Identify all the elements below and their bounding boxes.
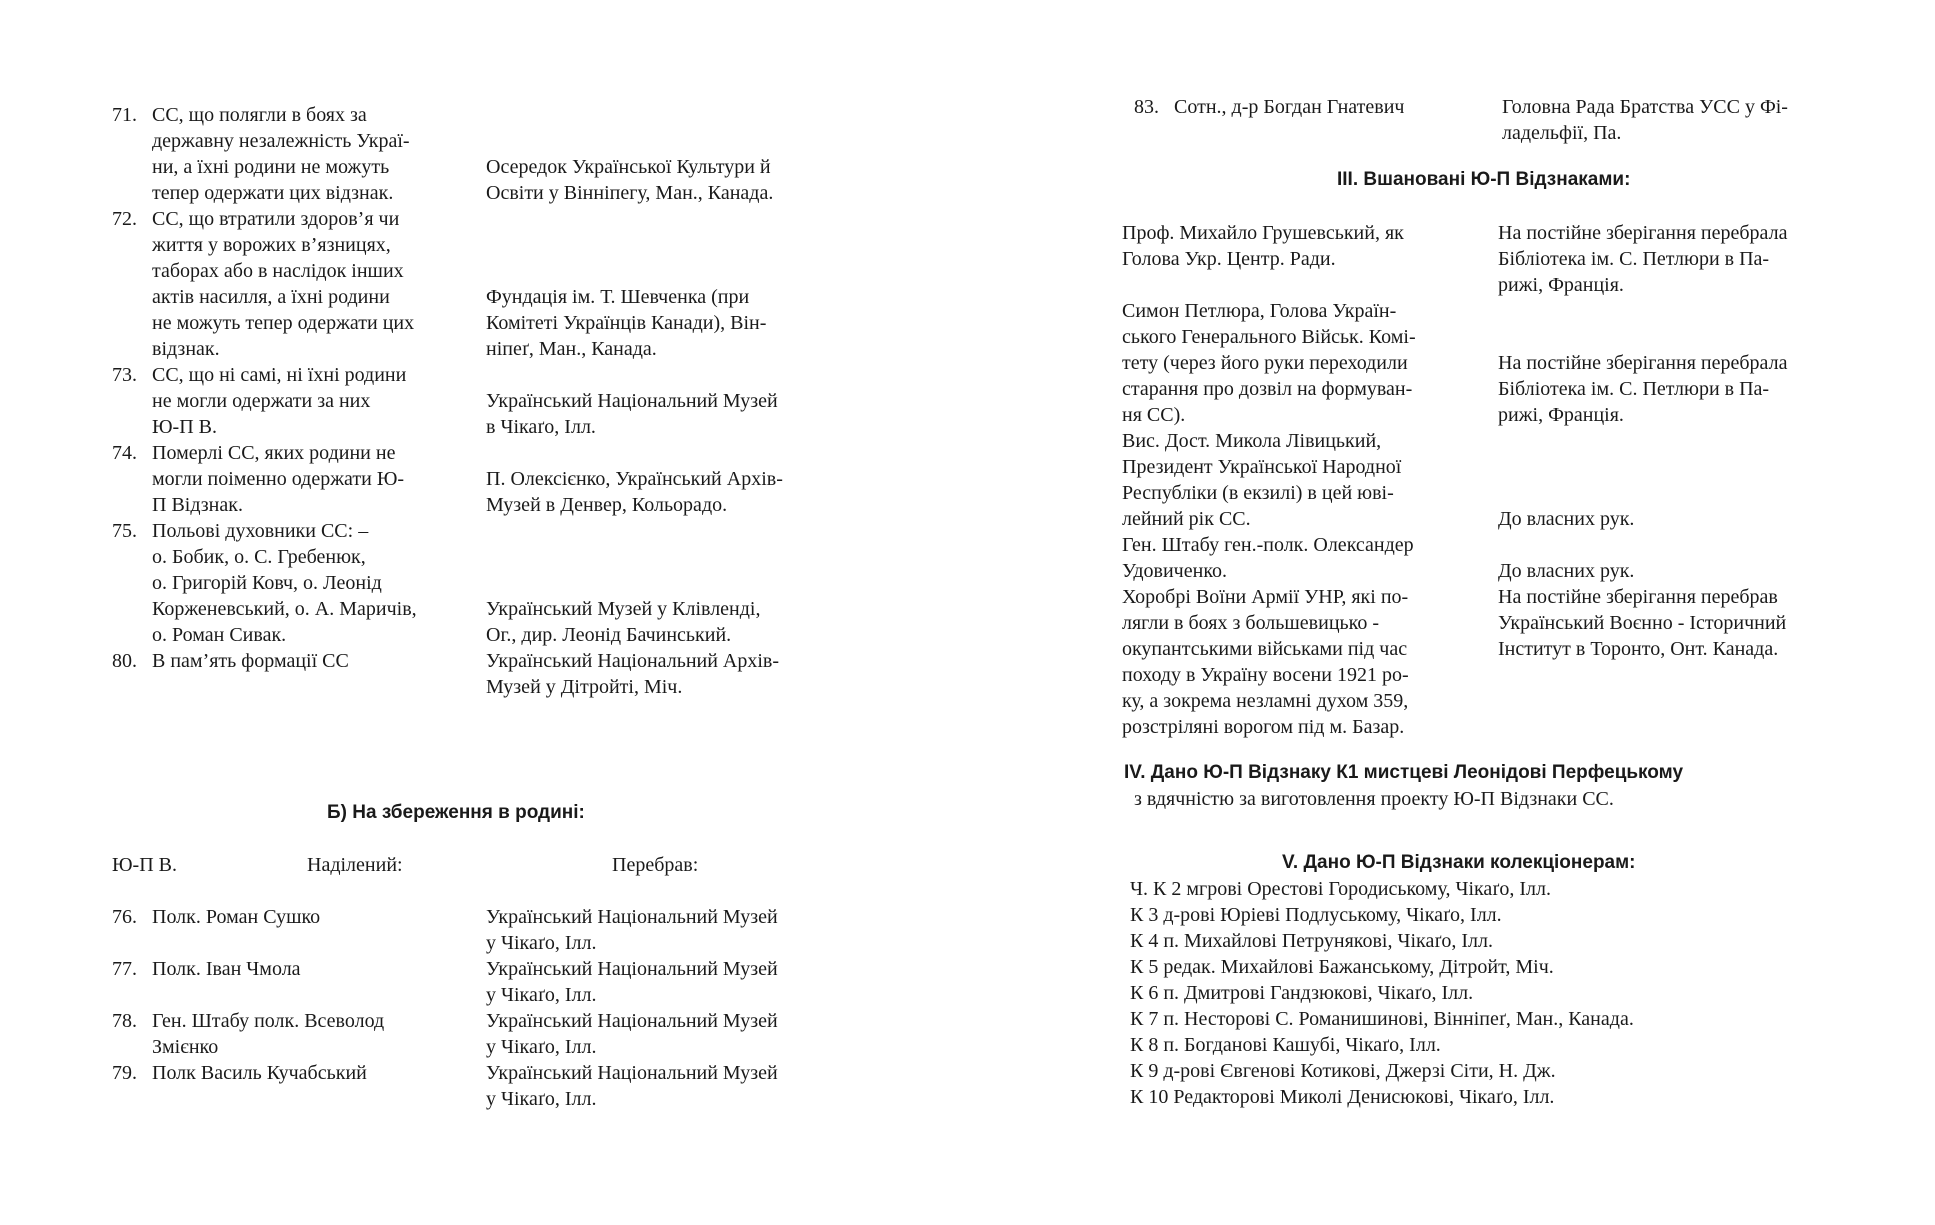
entry-description: СС, що полягли в боях за <box>152 104 367 126</box>
entry-recipient: Український Національний Музей <box>486 1062 778 1084</box>
entry-row <box>1122 532 1868 584</box>
entry-recipient: у Чікаґо, Ілл. <box>486 984 597 1006</box>
entry-description: таборах або в наслідок інших <box>152 260 404 282</box>
entry-recipient: Бібліотека ім. С. Петлюри в Па- <box>1498 248 1770 270</box>
entry-recipient: П. Олексієнко, Український Архів- <box>486 468 783 490</box>
entry-description: Вис. Дост. Микола Лівицький, <box>1122 430 1382 452</box>
entry-description: СС, що ні самі, ні їхні родини <box>152 364 407 386</box>
collector-item: К 3 д-рові Юріеві Подлуському, Чікаґо, Ілл. <box>1130 904 1502 926</box>
entry-description: Полк. Роман Сушко <box>152 906 321 928</box>
entry-description: лейний рік СС. <box>1122 508 1251 530</box>
entry-description: ня СС). <box>1122 404 1186 426</box>
entry-description: Ген. Штабу ген.-полк. Олександер <box>1122 534 1414 556</box>
entry-description: ського Генерального Військ. Комі- <box>1122 326 1416 348</box>
entry-description: Ю-П В. <box>152 416 217 438</box>
entry-number: 75. <box>112 520 137 542</box>
entry-recipient: Головна Рада Братства УСС у Фі- <box>1502 96 1788 118</box>
entry-description: Симон Петлюра, Голова Україн- <box>1122 300 1397 322</box>
collector-item: К 10 Редакторові Миколі Денисюкові, Чікаґо, Ілл. <box>1130 1086 1555 1108</box>
entry-recipient <box>1498 454 1868 480</box>
collector-item: К 4 п. Михайлові Петрунякові, Чікаґо, Ілл. <box>1130 930 1493 952</box>
entry-recipient: До власних рук. <box>1498 508 1635 530</box>
entry-number: 83. <box>1134 96 1159 118</box>
entry-recipient: Освіти у Вінніпегу, Ман., Канада. <box>486 182 774 204</box>
collector-item: К 5 редак. Михайлові Бажанському, Дітройт, Міч. <box>1130 956 1554 978</box>
entry-recipient: До власних рук. <box>1498 560 1635 582</box>
entry-description: Померлі СС, яких родини не <box>152 442 396 464</box>
entry-recipient: ладельфії, Па. <box>1502 122 1622 144</box>
collector-item: К 8 п. Богданові Кашубі, Чікаґо, Ілл. <box>1130 1034 1441 1056</box>
entry-row <box>112 648 858 700</box>
entry-description: лягли в боях з большевицько - <box>1122 612 1380 634</box>
entry-number: 76. <box>112 906 137 928</box>
entry-row <box>112 904 858 956</box>
entry-description: тепер одержати цих відзнак. <box>152 182 394 204</box>
entry-recipient <box>1498 324 1868 350</box>
col-header-recipient: Перебрав: <box>612 854 699 876</box>
entry-recipient: Фундація ім. Т. Шевченка (при <box>486 286 750 308</box>
entry-recipient: у Чікаґо, Ілл. <box>486 1036 597 1058</box>
entry-recipient: Український Національний Музей <box>486 1010 778 1032</box>
collector-item: Ч. К 2 мгрові Орестові Городиському, Чікаґо, Ілл. <box>1130 878 1551 900</box>
entry-number: 78. <box>112 1010 137 1032</box>
entry-row <box>1122 220 1868 298</box>
entry-recipient <box>1498 298 1868 324</box>
entry-description: не можуть тепер одержати цих <box>152 312 415 334</box>
entry-recipient: ніпеґ, Ман., Канада. <box>486 338 657 360</box>
entry-description: Президент Української Народної <box>1122 456 1402 478</box>
entry-row <box>112 1008 858 1060</box>
entry-recipient: Український Воєнно - Історичний <box>1498 612 1787 634</box>
section-b-title: Б) На збереження в родині: <box>327 802 585 823</box>
entry-row <box>112 206 858 362</box>
entry-row <box>112 956 858 1008</box>
collector-item: К 6 п. Дмитрові Гандзюкові, Чікаґо, Ілл. <box>1130 982 1474 1004</box>
entry-description: державну незалежність Украї- <box>152 130 410 152</box>
entry-description: Голова Укр. Центр. Ради. <box>1122 248 1336 270</box>
entry-description: старання про дозвіл на формуван- <box>1122 378 1413 400</box>
entry-recipient: Музей у Дітройті, Міч. <box>486 676 683 698</box>
entry-recipient: Український Національний Музей <box>486 958 778 980</box>
entry-description: могли поіменно одержати Ю- <box>152 468 405 490</box>
entry-description: Республіки (в екзилі) в цей юві- <box>1122 482 1394 504</box>
entry-recipient: у Чікаґо, Ілл. <box>486 932 597 954</box>
entry-description: П Відзнак. <box>152 494 243 516</box>
entry-number: 77. <box>112 958 137 980</box>
entry-description: Полк. Іван Чмола <box>152 958 301 980</box>
entry-description: не могли одержати за них <box>152 390 371 412</box>
entry-recipient <box>486 206 858 232</box>
entry-row <box>112 362 858 440</box>
entry-recipient <box>486 232 858 258</box>
entry-recipient <box>1498 428 1868 454</box>
entry-description: Удовиченко. <box>1122 560 1228 582</box>
entry-recipient <box>486 128 858 154</box>
collectors-list <box>1130 876 1634 1110</box>
entry-recipient: у Чікаґо, Ілл. <box>486 1088 597 1110</box>
entry-row <box>1122 298 1868 428</box>
entry-recipient: рижі, Франція. <box>1498 404 1624 426</box>
entry-recipient: На постійне зберігання перебрала <box>1498 222 1788 244</box>
right-page <box>1122 0 1882 1225</box>
entry-row <box>1122 428 1868 532</box>
entry-description: походу в Україну восени 1921 ро- <box>1122 664 1409 686</box>
entry-description: Сотн., д-р Богдан Гнатевич <box>1174 96 1405 118</box>
entry-recipient: в Чікаґо, Ілл. <box>486 416 596 438</box>
entry-number: 72. <box>112 208 137 230</box>
entry-recipient <box>486 544 858 570</box>
entry-recipient: Ог., дир. Леонід Бачинський. <box>486 624 732 646</box>
entry-description: Хоробрі Воїни Армії УНР, які по- <box>1122 586 1409 608</box>
entry-row <box>112 518 858 648</box>
col-header-awardee: Наділений: <box>307 854 403 876</box>
entry-description: Ген. Штабу полк. Всеволод <box>152 1010 385 1032</box>
entry-description: о. Григорій Ковч, о. Леонід <box>152 572 382 594</box>
collector-item: К 7 п. Несторові С. Романишинові, Вінніпеґ, Ман., Канада. <box>1130 1008 1634 1030</box>
entry-description: тету (через його руки переходили <box>1122 352 1408 374</box>
entry-recipient <box>486 258 858 284</box>
entry-recipient <box>486 440 858 466</box>
entry-recipient <box>1498 532 1868 558</box>
entry-row <box>112 1060 858 1112</box>
entry-recipient: рижі, Франція. <box>1498 274 1624 296</box>
entry-description: актів насилля, а їхні родини <box>152 286 390 308</box>
entry-recipient: Музей в Денвер, Кольорадо. <box>486 494 728 516</box>
entry-recipient: Осередок Української Культури й <box>486 156 771 178</box>
entry-number: 79. <box>112 1062 137 1084</box>
entry-number: 74. <box>112 442 137 464</box>
entry-description: окупантськими військами під час <box>1122 638 1408 660</box>
entry-recipient <box>1498 480 1868 506</box>
entry-recipient: Український Національний Архів- <box>486 650 780 672</box>
entry-number: 71. <box>112 104 137 126</box>
entry-description: відзнак. <box>152 338 220 360</box>
entry-description: Полк Василь Кучабський <box>152 1062 367 1084</box>
entry-row <box>1134 94 1872 146</box>
entry-row <box>112 102 858 206</box>
section-5-title: V. Дано Ю-П Відзнаки колекціонерам: <box>1282 852 1636 873</box>
entry-description: ни, а їхні родини не можуть <box>152 156 390 178</box>
section-3-title: III. Вшановані Ю-П Відзнаками: <box>1337 169 1631 190</box>
section-4-subtitle: з вдячністю за виготовлення проекту Ю-П Відзнаки СС. <box>1134 788 1614 810</box>
entry-recipient: Український Музей у Клівленді, <box>486 598 761 620</box>
entry-description: Змієнко <box>152 1036 219 1058</box>
entry-recipient <box>486 518 858 544</box>
entry-recipient: На постійне зберігання перебрав <box>1498 586 1778 608</box>
entry-recipient: Бібліотека ім. С. Петлюри в Па- <box>1498 378 1770 400</box>
entry-description: о. Бобик, о. С. Гребенюк, <box>152 546 366 568</box>
entry-description: СС, що втратили здоров’я чи <box>152 208 400 230</box>
left-page <box>112 0 872 1225</box>
entry-number: 73. <box>112 364 137 386</box>
entry-description: життя у ворожих в’язницях, <box>152 234 391 256</box>
entry-recipient <box>486 102 858 128</box>
entry-description: ку, а зокрема незламні духом 359, <box>1122 690 1409 712</box>
entry-recipient <box>486 570 858 596</box>
entry-row <box>1122 584 1868 740</box>
col-header-award: Ю-П В. <box>112 854 177 876</box>
entry-description: Проф. Михайло Грушевський, як <box>1122 222 1404 244</box>
entry-description: Корженевський, о. А. Маричів, <box>152 598 417 620</box>
section-4-title: IV. Дано Ю-П Відзнаку К1 мистцеві Леонідові Перфецькому <box>1124 762 1684 783</box>
entry-recipient <box>486 362 858 388</box>
entry-recipient: На постійне зберігання перебрала <box>1498 352 1788 374</box>
entry-recipient: Український Національний Музей <box>486 390 778 412</box>
entry-description: о. Роман Сивак. <box>152 624 287 646</box>
entry-description: Польові духовники СС: – <box>152 520 369 542</box>
entry-number: 80. <box>112 650 137 672</box>
entry-description: розстріляні ворогом під м. Базар. <box>1122 716 1405 738</box>
entry-recipient: Комітеті Українців Канади), Він- <box>486 312 767 334</box>
collector-item: К 9 д-рові Євгенові Котикові, Джерзі Сіти, Н. Дж. <box>1130 1060 1556 1082</box>
entry-description: В пам’ять формації СС <box>152 650 349 672</box>
entry-recipient: Український Національний Музей <box>486 906 778 928</box>
entry-row <box>112 440 858 518</box>
entry-recipient: Інститут в Торонто, Онт. Канада. <box>1498 638 1779 660</box>
